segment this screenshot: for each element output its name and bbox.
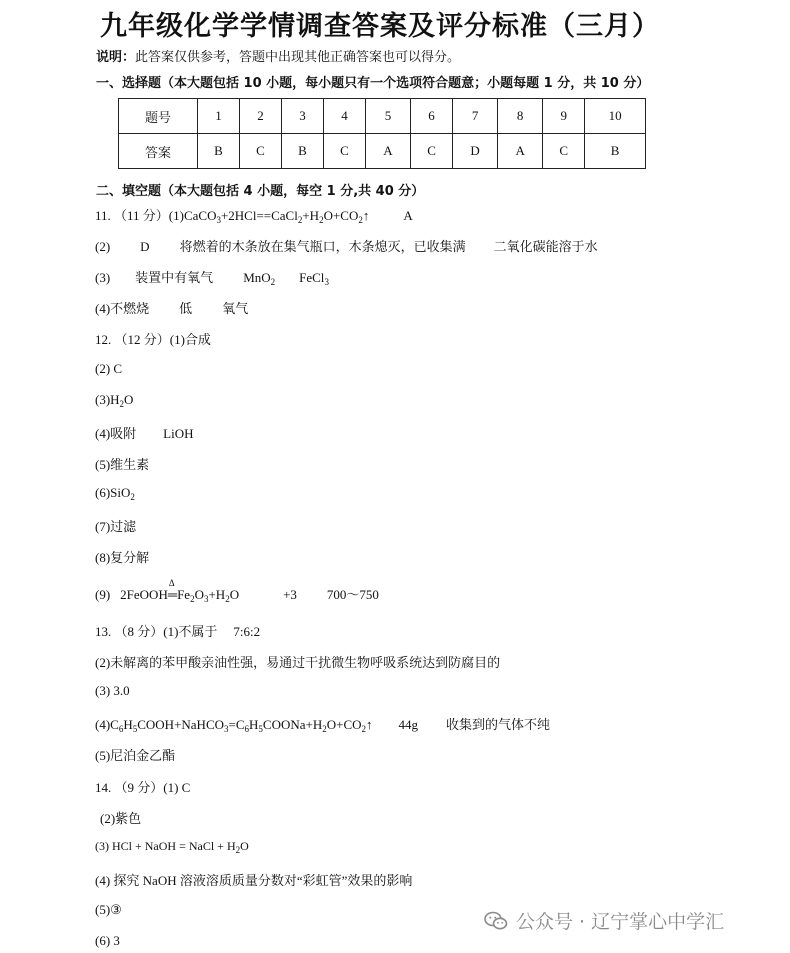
formula-part: CaCO [183,208,217,223]
q11-line-2 [95,236,598,255]
table-head-number: 题号 [119,99,198,134]
q12-line-7: (7)过滤 [95,519,137,534]
answer-text: 44g [398,717,419,732]
formula-part: (4)C [95,717,119,732]
q14-line-6: (6) 3 [95,933,120,948]
subscript: 2 [297,215,303,225]
table-cell: B [281,134,323,169]
watermark-text: 公众号 · 辽宁掌心中学汇 [516,911,725,933]
q13-line-4 [95,714,550,733]
answer-text: (4)吸附 [95,426,137,441]
subscript: 3 [203,594,209,604]
subscript: 2 [322,724,327,734]
table-cell: C [323,134,365,169]
formula-part: O [194,587,204,602]
table-cell: 3 [281,99,323,134]
q13-line-2: (2)未解离的苯甲酸亲油性强，易通过干扰微生物呼吸系统达到防腐目的 [95,655,501,670]
subscript: 2 [119,399,125,409]
q13-line-3: (3) 3.0 [95,683,130,698]
table-cell: C [411,134,453,169]
subscript: 2 [130,492,135,502]
table-cell: A [498,134,543,169]
subscript: 2 [319,215,324,225]
delta-symbol: Δ [168,578,175,588]
table-cell: 10 [585,99,646,134]
table-cell: D [453,134,498,169]
subscript: 6 [118,724,124,734]
answer-text: 将燃着的木条放在集气瓶口，木条熄灭，已收集满 [179,239,466,254]
note-text: 此答案仅供参考，答题中出现其他正确答案也可以得分。 [135,50,461,65]
subscript: 6 [244,724,250,734]
table-cell: A [365,134,410,169]
table-cell: B [198,134,240,169]
q12-head: 12. （12 分）(1)合成 [95,332,211,347]
formula-part: O [124,392,134,407]
table-cell: 2 [239,99,281,134]
heat-equals-sign [167,578,178,603]
answer-text: 低 [179,301,193,316]
formula-part: +H [208,587,226,602]
answer-text: 氧气 [222,301,249,316]
formula-part: O+CO [326,717,362,732]
q14-line-3 [95,839,249,854]
subscript: 3 [224,724,229,734]
table-row-numbers [119,99,646,134]
subscript: 2 [358,215,363,225]
q14-line-5: (5)③ [95,902,122,917]
q12-line-8: (8)复分解 [95,550,150,565]
table-cell: 4 [323,99,365,134]
watermark [484,907,724,934]
section-choice-heading: 一、选择题（本大题包括 10 小题，每小题只有一个选项符合题意；小题每题 1 分，共 10 分） [96,76,650,91]
q11-line-3 [95,267,329,286]
q11-answer-b: A [403,208,413,223]
q11-head: 11. （11 分）(1) [95,208,184,223]
formula-part: (3) HCl + NaOH = NaCl + H [95,839,236,853]
subscript: 5 [132,724,138,734]
answer-text: +3 [283,587,297,602]
formula-part: MnO [243,270,271,285]
item-number: (2) [95,239,111,254]
item-number: (9) [95,587,111,602]
subscript: 2 [235,845,241,855]
formula-part: (3)H [95,392,120,407]
answer-table [118,98,646,169]
q11-line-1 [95,205,413,224]
subscript: 2 [225,594,230,604]
table-cell: C [543,134,585,169]
formula-part: Fe [177,587,191,602]
q13-head [95,621,260,640]
formula-part: 2FeOOH [120,587,168,602]
table-cell: 8 [498,99,543,134]
formula-part: (6)SiO [95,485,131,500]
equals-symbol: ═ [167,587,178,602]
answer-text: 700～750 [326,587,379,602]
subscript: 5 [258,724,263,734]
formula-part: FeCl [299,270,325,285]
q14-line-2: (2)紫色 [100,811,142,826]
formula-part: COONa+H [262,717,323,732]
table-cell: 1 [198,99,240,134]
q13-head-text: 13. （8 分）(1)不属于 [95,624,218,639]
table-cell: 6 [411,99,453,134]
subscript: 2 [361,724,367,734]
q12-line-6 [95,485,135,501]
subscript: 2 [190,594,195,604]
page-title: 九年级化学学情调查答案及评分标准（三月） [100,11,660,42]
answer-text: 收集到的气体不纯 [446,717,551,732]
answer-text: 二氧化碳能溶于水 [493,239,598,254]
note-label: 说明： [96,50,136,65]
table-row-answers [119,134,646,169]
q12-line-2: (2) C [95,361,123,376]
subscript: 2 [270,277,276,287]
q11-line-4 [95,298,248,317]
q12-line-5: (5)维生素 [95,457,150,472]
answer-text: (4)不燃烧 [95,301,150,316]
table-cell: 7 [453,99,498,134]
q12-line-4 [95,423,194,442]
subscript: 3 [216,215,221,225]
formula-part: H [123,717,133,732]
formula-part: O [229,587,240,602]
arrow-up: ↑ [362,208,370,223]
formula-part: =C [228,717,245,732]
subscript: 3 [324,277,329,287]
table-cell: 9 [543,99,585,134]
formula-part: COOH+NaHCO [137,717,225,732]
table-cell: B [585,134,646,169]
answer-text: D [140,239,150,254]
formula-part: O+CO [323,208,359,223]
item-number: (3) [95,270,111,285]
q12-line-9 [95,578,379,604]
note-line [96,46,460,65]
q12-line-3 [95,392,133,408]
table-cell: C [239,134,281,169]
q14-head: 14. （9 分）(1) C [95,780,191,795]
formula-part: +H [302,208,320,223]
answer-text: LiOH [163,426,194,441]
answer-text: 7:6:2 [233,624,261,639]
formula-part: O [240,839,249,853]
formula-part: H [249,717,259,732]
q14-line-4: (4) 探究 NaOH 溶液溶质质量分数对“彩虹管”效果的影响 [95,873,413,888]
answer-text: 装置中有氧气 [135,270,214,285]
section-fill-heading: 二、填空题（本大题包括 4 小题，每空 1 分,共 40 分） [96,184,425,199]
table-head-answer: 答案 [119,134,198,169]
table-cell: 5 [365,99,410,134]
arrow-up: ↑ [366,717,373,732]
formula-part: +2HCl==CaCl [220,208,298,223]
q13-line-5: (5)尼泊金乙酯 [95,748,176,763]
wechat-icon [484,911,508,931]
